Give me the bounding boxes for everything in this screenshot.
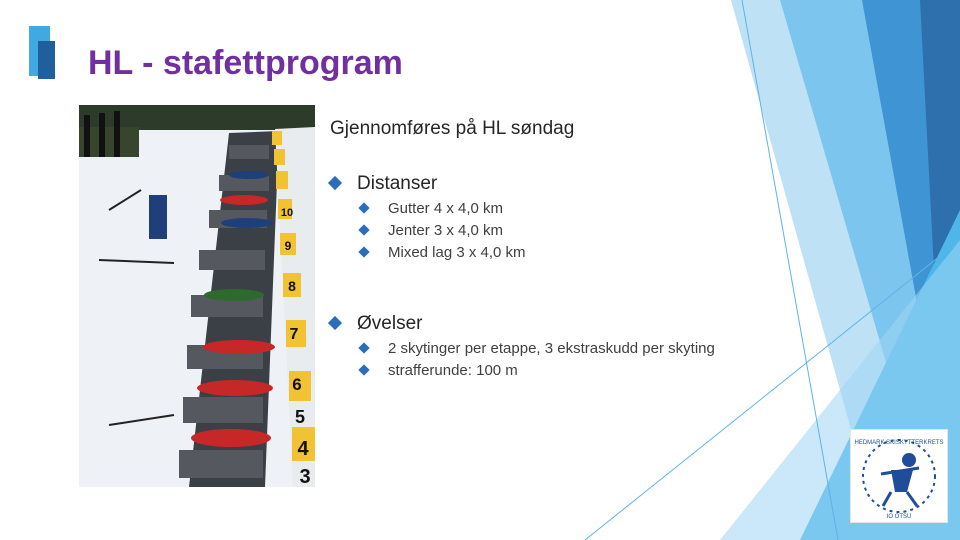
biathlon-photo bbox=[79, 105, 315, 487]
skiskytterkrets-logo bbox=[850, 429, 948, 523]
logo-text-bottom: IO OTSU bbox=[886, 514, 912, 520]
logo-text-top: HEDMARK SKISKYTTERKRETS bbox=[854, 440, 944, 446]
lane-number: 8 bbox=[288, 278, 296, 294]
lane-number: 6 bbox=[292, 375, 302, 394]
section-label: Distanser bbox=[357, 173, 438, 194]
title-accent-dark bbox=[38, 41, 55, 79]
slide-title: HL - stafettprogram bbox=[88, 44, 403, 82]
lane-number: 5 bbox=[294, 407, 306, 427]
lane-number: 7 bbox=[289, 326, 299, 343]
slide: HL - stafettprogram 10 9 8 7 6 5 4 3 Gjennomføres på HL søndag Distanser Gutter 4 x 4,0 km Jenter 3 x 4,0 km Mixed lag 3 x 4,0 km Øvelser 2 skytinger per etappe, 3 ekstraskudd per skyting strafferunde: 100 m HEDMARK SKISKYTTERKRETS IO OTSU bbox=[0, 0, 960, 540]
lane-number: 3 bbox=[299, 466, 311, 487]
content-heading: Gjennomføres på HL søndag bbox=[330, 118, 575, 139]
section-label: Øvelser bbox=[357, 313, 423, 334]
lane-number: 9 bbox=[284, 239, 292, 253]
lane-number: 10 bbox=[280, 207, 294, 219]
lane-number: 4 bbox=[297, 438, 309, 460]
